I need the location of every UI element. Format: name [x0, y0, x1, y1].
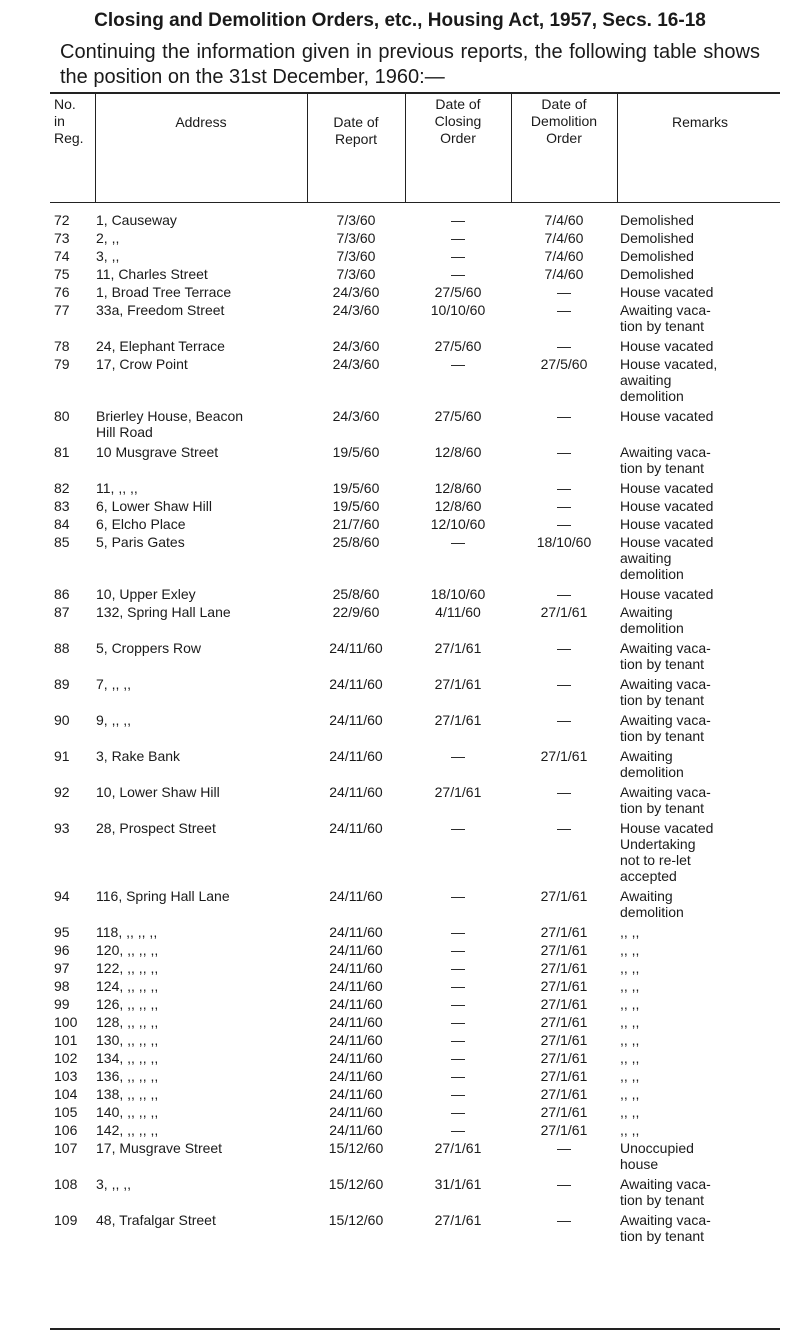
row-closing-date: 4/11/60 [435, 604, 481, 620]
header-demolition: Date of Demolition Order [530, 96, 598, 146]
row-demolition-date: — [557, 676, 571, 692]
row-closing-date: — [451, 1032, 465, 1048]
row-address: 17, Musgrave Street [96, 1140, 223, 1156]
row-report-date: 7/3/60 [336, 248, 376, 264]
row-address: 130, ,, ,, ,, [96, 1032, 159, 1048]
row-number: 89 [54, 676, 70, 692]
row-closing-date: — [451, 820, 465, 836]
row-closing-date: — [451, 1068, 465, 1084]
row-address: 136, ,, ,, ,, [96, 1068, 159, 1084]
row-remarks: ,, ,, [620, 960, 640, 976]
row-demolition-date: — [557, 1140, 571, 1156]
row-address: 9, ,, ,, [96, 712, 132, 728]
row-report-date: 24/11/60 [329, 1050, 383, 1066]
row-report-date: 15/12/60 [328, 1140, 384, 1156]
row-remarks: Awaiting vaca- tion by tenant [620, 784, 711, 816]
row-demolition-date: 7/4/60 [544, 212, 584, 228]
row-closing-date: 27/5/60 [434, 408, 482, 424]
row-number: 95 [54, 924, 70, 940]
row-report-date: 19/5/60 [332, 480, 380, 496]
row-closing-date: — [451, 1014, 465, 1030]
row-demolition-date: — [557, 408, 571, 424]
row-demolition-date: 27/1/61 [540, 748, 588, 764]
row-closing-date: — [451, 996, 465, 1012]
row-remarks: Demolished [620, 248, 694, 264]
row-closing-date: — [451, 942, 465, 958]
row-remarks: House vacated [620, 516, 714, 532]
row-number: 72 [54, 212, 70, 228]
row-remarks: Awaiting vaca- tion by tenant [620, 712, 711, 744]
column-divider [307, 94, 308, 202]
row-remarks: House vacated [620, 284, 714, 300]
row-demolition-date: 27/1/61 [540, 1050, 588, 1066]
row-address: Brierley House, Beacon Hill Road [96, 408, 244, 440]
row-number: 81 [54, 444, 70, 460]
row-address: 10, Upper Exley [96, 586, 196, 602]
row-demolition-date: 27/1/61 [540, 888, 588, 904]
column-divider [617, 94, 618, 202]
row-closing-date: 12/8/60 [434, 480, 482, 496]
row-number: 90 [54, 712, 70, 728]
row-closing-date: — [451, 748, 465, 764]
row-report-date: 24/11/60 [329, 748, 383, 764]
row-address: 3, ,, ,, [96, 1176, 132, 1192]
row-report-date: 24/11/60 [329, 924, 383, 940]
row-number: 92 [54, 784, 70, 800]
row-demolition-date: — [557, 498, 571, 514]
row-remarks: House vacated [620, 480, 714, 496]
row-remarks: House vacated awaiting demolition [620, 534, 714, 582]
row-demolition-date: — [557, 712, 571, 728]
row-remarks: Awaiting demolition [620, 604, 684, 636]
row-demolition-date: — [557, 1176, 571, 1192]
row-address: 10 Musgrave Street [96, 444, 219, 460]
row-demolition-date: 27/1/61 [540, 1014, 588, 1030]
row-demolition-date: — [557, 284, 571, 300]
row-number: 109 [54, 1212, 78, 1228]
row-address: 3, ,, [96, 248, 120, 264]
row-closing-date: — [451, 230, 465, 246]
row-report-date: 24/11/60 [329, 712, 383, 728]
row-report-date: 7/3/60 [336, 266, 376, 282]
row-demolition-date: — [557, 480, 571, 496]
row-number: 96 [54, 942, 70, 958]
row-number: 80 [54, 408, 70, 424]
row-address: 33a, Freedom Street [96, 302, 225, 318]
row-address: 124, ,, ,, ,, [96, 978, 159, 994]
row-report-date: 24/11/60 [329, 1104, 383, 1120]
row-number: 87 [54, 604, 70, 620]
row-number: 105 [54, 1104, 78, 1120]
row-remarks: House vacated [620, 498, 714, 514]
row-remarks: ,, ,, [620, 1032, 640, 1048]
row-address: 120, ,, ,, ,, [96, 942, 159, 958]
row-remarks: Demolished [620, 230, 694, 246]
row-number: 101 [54, 1032, 78, 1048]
row-address: 3, Rake Bank [96, 748, 181, 764]
row-demolition-date: — [557, 640, 571, 656]
row-address: 142, ,, ,, ,, [96, 1122, 159, 1138]
row-closing-date: — [451, 212, 465, 228]
row-address: 132, Spring Hall Lane [96, 604, 231, 620]
row-remarks: Awaiting demolition [620, 888, 684, 920]
row-closing-date: — [451, 978, 465, 994]
row-number: 98 [54, 978, 70, 994]
row-report-date: 24/11/60 [329, 1122, 383, 1138]
row-number: 108 [54, 1176, 78, 1192]
row-remarks: ,, ,, [620, 1050, 640, 1066]
row-number: 85 [54, 534, 70, 550]
row-address: 11, Charles Street [96, 266, 208, 282]
row-demolition-date: 27/1/61 [540, 960, 588, 976]
row-address: 6, Lower Shaw Hill [96, 498, 212, 514]
row-address: 118, ,, ,, ,, [96, 924, 158, 940]
row-remarks: Demolished [620, 212, 694, 228]
row-remarks: ,, ,, [620, 978, 640, 994]
row-report-date: 24/11/60 [329, 1086, 383, 1102]
row-address: 48, Trafalgar Street [96, 1212, 216, 1228]
row-number: 106 [54, 1122, 78, 1138]
row-number: 76 [54, 284, 70, 300]
row-remarks: Awaiting demolition [620, 748, 684, 780]
row-closing-date: 27/1/61 [434, 640, 482, 656]
row-number: 79 [54, 356, 70, 372]
row-report-date: 24/11/60 [329, 960, 383, 976]
row-address: 138, ,, ,, ,, [96, 1086, 159, 1102]
row-report-date: 24/11/60 [329, 676, 383, 692]
row-number: 77 [54, 302, 70, 318]
row-number: 107 [54, 1140, 78, 1156]
row-demolition-date: — [557, 1212, 571, 1228]
row-report-date: 24/3/60 [332, 408, 380, 424]
row-number: 102 [54, 1050, 78, 1066]
row-address: 7, ,, ,, [96, 676, 132, 692]
row-address: 1, Causeway [96, 212, 177, 228]
row-demolition-date: 27/1/61 [540, 1122, 588, 1138]
row-demolition-date: — [557, 302, 571, 318]
row-number: 74 [54, 248, 70, 264]
row-remarks: Demolished [620, 266, 694, 282]
row-report-date: 25/8/60 [332, 586, 380, 602]
row-closing-date: 27/1/61 [434, 676, 482, 692]
table-bottom-rule [50, 1328, 780, 1330]
row-report-date: 25/8/60 [332, 534, 380, 550]
row-remarks: Awaiting vaca- tion by tenant [620, 640, 711, 672]
row-report-date: 15/12/60 [328, 1176, 384, 1192]
row-report-date: 24/11/60 [329, 996, 383, 1012]
row-demolition-date: — [557, 444, 571, 460]
row-demolition-date: 27/1/61 [540, 1068, 588, 1084]
row-closing-date: — [451, 960, 465, 976]
row-remarks: Awaiting vaca- tion by tenant [620, 444, 711, 476]
row-demolition-date: 27/1/61 [540, 942, 588, 958]
row-report-date: 24/11/60 [329, 888, 383, 904]
row-address: 122, ,, ,, ,, [96, 960, 159, 976]
row-closing-date: — [451, 888, 465, 904]
intro-paragraph: Continuing the information given in previous reports, the following table shows the position on the 31st December, 1960:— [60, 41, 760, 88]
row-report-date: 22/9/60 [332, 604, 380, 620]
row-remarks: House vacated, awaiting demolition [620, 356, 718, 404]
row-demolition-date: 27/1/61 [540, 996, 588, 1012]
row-number: 99 [54, 996, 70, 1012]
row-report-date: 24/11/60 [329, 942, 383, 958]
row-report-date: 7/3/60 [336, 230, 376, 246]
row-demolition-date: — [557, 516, 571, 532]
row-report-date: 24/3/60 [332, 338, 380, 354]
row-address: 28, Prospect Street [96, 820, 216, 836]
row-address: 5, Paris Gates [96, 534, 185, 550]
row-remarks: ,, ,, [620, 1104, 640, 1120]
row-closing-date: — [451, 1122, 465, 1138]
row-number: 73 [54, 230, 70, 246]
row-address: 140, ,, ,, ,, [96, 1104, 159, 1120]
row-report-date: 24/11/60 [329, 1014, 383, 1030]
row-demolition-date: 27/1/61 [540, 1032, 588, 1048]
row-address: 134, ,, ,, ,, [96, 1050, 159, 1066]
row-remarks: ,, ,, [620, 942, 640, 958]
row-report-date: 24/11/60 [329, 640, 383, 656]
row-remarks: House vacated [620, 408, 714, 424]
row-report-date: 24/11/60 [329, 1032, 383, 1048]
row-closing-date: 10/10/60 [430, 302, 486, 318]
row-number: 78 [54, 338, 70, 354]
row-closing-date: 27/5/60 [434, 338, 482, 354]
header-closing: Date of Closing Order [434, 96, 482, 146]
row-closing-date: 27/5/60 [434, 284, 482, 300]
row-address: 128, ,, ,, ,, [96, 1014, 159, 1030]
row-number: 88 [54, 640, 70, 656]
row-demolition-date: — [557, 586, 571, 602]
header-no: No. in Reg. [54, 96, 84, 146]
row-address: 2, ,, [96, 230, 120, 246]
row-closing-date: 12/8/60 [434, 444, 482, 460]
table-header-rule [50, 202, 780, 203]
row-address: 116, Spring Hall Lane [96, 888, 230, 904]
row-demolition-date: 7/4/60 [544, 230, 584, 246]
row-closing-date: — [451, 1086, 465, 1102]
row-remarks: ,, ,, [620, 1122, 640, 1138]
row-number: 94 [54, 888, 70, 904]
row-demolition-date: 27/1/61 [540, 924, 588, 940]
row-remarks: House vacated [620, 338, 714, 354]
row-report-date: 24/3/60 [332, 302, 380, 318]
row-number: 82 [54, 480, 70, 496]
column-divider [95, 94, 96, 202]
row-remarks: ,, ,, [620, 924, 640, 940]
row-closing-date: 27/1/61 [434, 1140, 482, 1156]
row-address: 10, Lower Shaw Hill [96, 784, 220, 800]
table-top-rule [50, 92, 780, 94]
row-remarks: House vacated Undertaking not to re-let accepted [620, 820, 714, 884]
row-number: 86 [54, 586, 70, 602]
row-report-date: 24/11/60 [329, 784, 383, 800]
row-closing-date: — [451, 1050, 465, 1066]
row-closing-date: 27/1/61 [434, 712, 482, 728]
row-address: 5, Croppers Row [96, 640, 202, 656]
row-remarks: Awaiting vaca- tion by tenant [620, 302, 711, 334]
row-number: 104 [54, 1086, 78, 1102]
row-remarks: ,, ,, [620, 1068, 640, 1084]
row-demolition-date: 27/5/60 [540, 356, 588, 372]
row-report-date: 24/11/60 [329, 978, 383, 994]
row-number: 84 [54, 516, 70, 532]
row-report-date: 24/3/60 [332, 356, 380, 372]
row-report-date: 19/5/60 [332, 444, 380, 460]
row-closing-date: 18/10/60 [430, 586, 486, 602]
row-number: 91 [54, 748, 70, 764]
row-number: 83 [54, 498, 70, 514]
row-demolition-date: 27/1/61 [540, 604, 588, 620]
row-closing-date: — [451, 1104, 465, 1120]
row-report-date: 19/5/60 [332, 498, 380, 514]
row-closing-date: — [451, 266, 465, 282]
row-number: 103 [54, 1068, 78, 1084]
row-remarks: Awaiting vaca- tion by tenant [620, 1212, 711, 1244]
row-address: 6, Elcho Place [96, 516, 186, 532]
row-closing-date: — [451, 356, 465, 372]
row-demolition-date: 27/1/61 [540, 1086, 588, 1102]
row-demolition-date: — [557, 338, 571, 354]
row-demolition-date: — [557, 784, 571, 800]
row-remarks: Unoccupied house [620, 1140, 694, 1172]
row-demolition-date: 7/4/60 [544, 266, 584, 282]
row-remarks: ,, ,, [620, 1014, 640, 1030]
row-report-date: 24/3/60 [332, 284, 380, 300]
header-report: Date of Report [333, 114, 379, 147]
row-demolition-date: 7/4/60 [544, 248, 584, 264]
row-report-date: 7/3/60 [336, 212, 376, 228]
row-remarks: House vacated [620, 586, 714, 602]
row-demolition-date: 27/1/61 [540, 1104, 588, 1120]
row-closing-date: 31/1/61 [434, 1176, 482, 1192]
row-closing-date: — [451, 924, 465, 940]
row-number: 75 [54, 266, 70, 282]
row-address: 24, Elephant Terrace [96, 338, 225, 354]
row-closing-date: 12/8/60 [434, 498, 482, 514]
row-report-date: 15/12/60 [328, 1212, 384, 1228]
row-remarks: ,, ,, [620, 996, 640, 1012]
row-demolition-date: 18/10/60 [536, 534, 592, 550]
row-closing-date: — [451, 248, 465, 264]
row-closing-date: — [451, 534, 465, 550]
row-report-date: 24/11/60 [329, 1068, 383, 1084]
row-demolition-date: — [557, 820, 571, 836]
header-remarks: Remarks [671, 114, 728, 130]
row-address: 11, ,, ,, [96, 480, 138, 496]
row-address: 17, Crow Point [96, 356, 188, 372]
row-address: 126, ,, ,, ,, [96, 996, 159, 1012]
row-remarks: Awaiting vaca- tion by tenant [620, 676, 711, 708]
row-number: 97 [54, 960, 70, 976]
row-closing-date: 27/1/61 [434, 1212, 482, 1228]
row-number: 100 [54, 1014, 78, 1030]
page-title: Closing and Demolition Orders, etc., Housing Act, 1957, Secs. 16-18 [94, 10, 706, 31]
row-closing-date: 12/10/60 [430, 516, 486, 532]
row-report-date: 24/11/60 [329, 820, 383, 836]
row-number: 93 [54, 820, 70, 836]
row-remarks: Awaiting vaca- tion by tenant [620, 1176, 711, 1208]
row-report-date: 21/7/60 [332, 516, 380, 532]
row-closing-date: 27/1/61 [434, 784, 482, 800]
header-address: Address [175, 114, 227, 130]
row-address: 1, Broad Tree Terrace [96, 284, 232, 300]
row-demolition-date: 27/1/61 [540, 978, 588, 994]
row-remarks: ,, ,, [620, 1086, 640, 1102]
